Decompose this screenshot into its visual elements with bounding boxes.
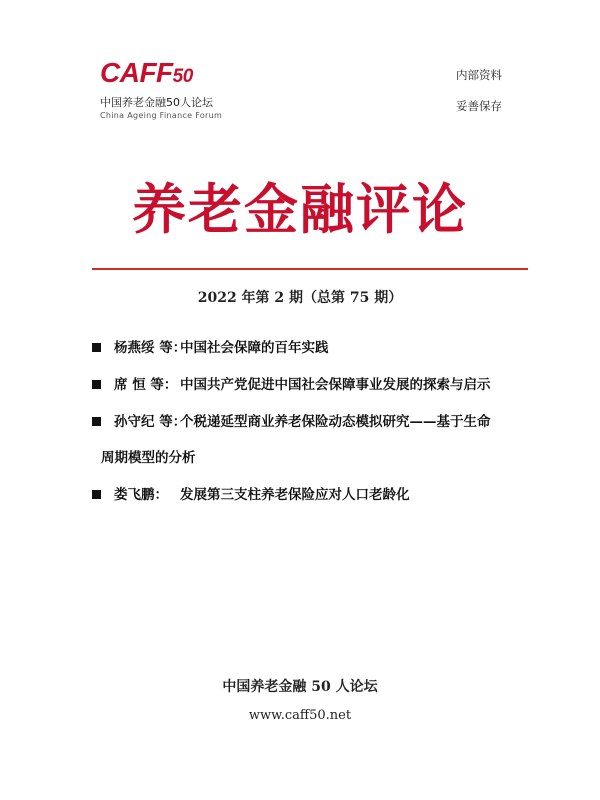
bullet-square-icon [92, 490, 101, 499]
logo-english-name: China Ageing Finance Forum [100, 111, 223, 120]
internal-material-note: 内部资料 [456, 68, 502, 82]
bullet-square-icon [92, 343, 101, 352]
article-item [92, 375, 532, 395]
publisher-name: 中国养老金融 50 人论坛 [222, 679, 378, 695]
issue-info: 2022 年第 2 期（总第 75 期） [197, 290, 403, 306]
article-item [92, 412, 532, 468]
keep-safe-note: 妥善保存 [456, 99, 502, 113]
logo-mark [100, 58, 260, 92]
article-item [92, 485, 532, 505]
logo-mark-number: 50 [172, 66, 193, 87]
bullet-square-icon [92, 380, 101, 389]
logo-chinese-name: 中国养老金融50人论坛 [100, 96, 213, 109]
caff50-logo [100, 58, 260, 121]
article-author: 席 恒 等： [114, 377, 178, 393]
article-item [92, 338, 532, 358]
article-author: 娄飞鹏： [114, 487, 168, 503]
article-title: 个税递延型商业养老保险动态模拟研究——基于生命 [180, 414, 491, 430]
title-divider [92, 268, 528, 270]
article-author: 杨燕绥 等： [114, 340, 187, 356]
website-url: www.caff50.net [248, 708, 352, 723]
article-title: 发展第三支柱养老保险应对人口老龄化 [180, 487, 410, 503]
article-author: 孙守纪 等： [114, 414, 187, 430]
bullet-square-icon [92, 417, 101, 426]
journal-title: 养老金融评论 [132, 177, 468, 241]
logo-mark-text: CAFF [100, 57, 173, 88]
article-title-continued: 周期模型的分析 [101, 450, 196, 466]
article-title: 中国共产党促进中国社会保障事业发展的探索与启示 [180, 377, 491, 393]
article-list [92, 338, 532, 522]
article-title: 中国社会保障的百年实践 [180, 340, 329, 356]
